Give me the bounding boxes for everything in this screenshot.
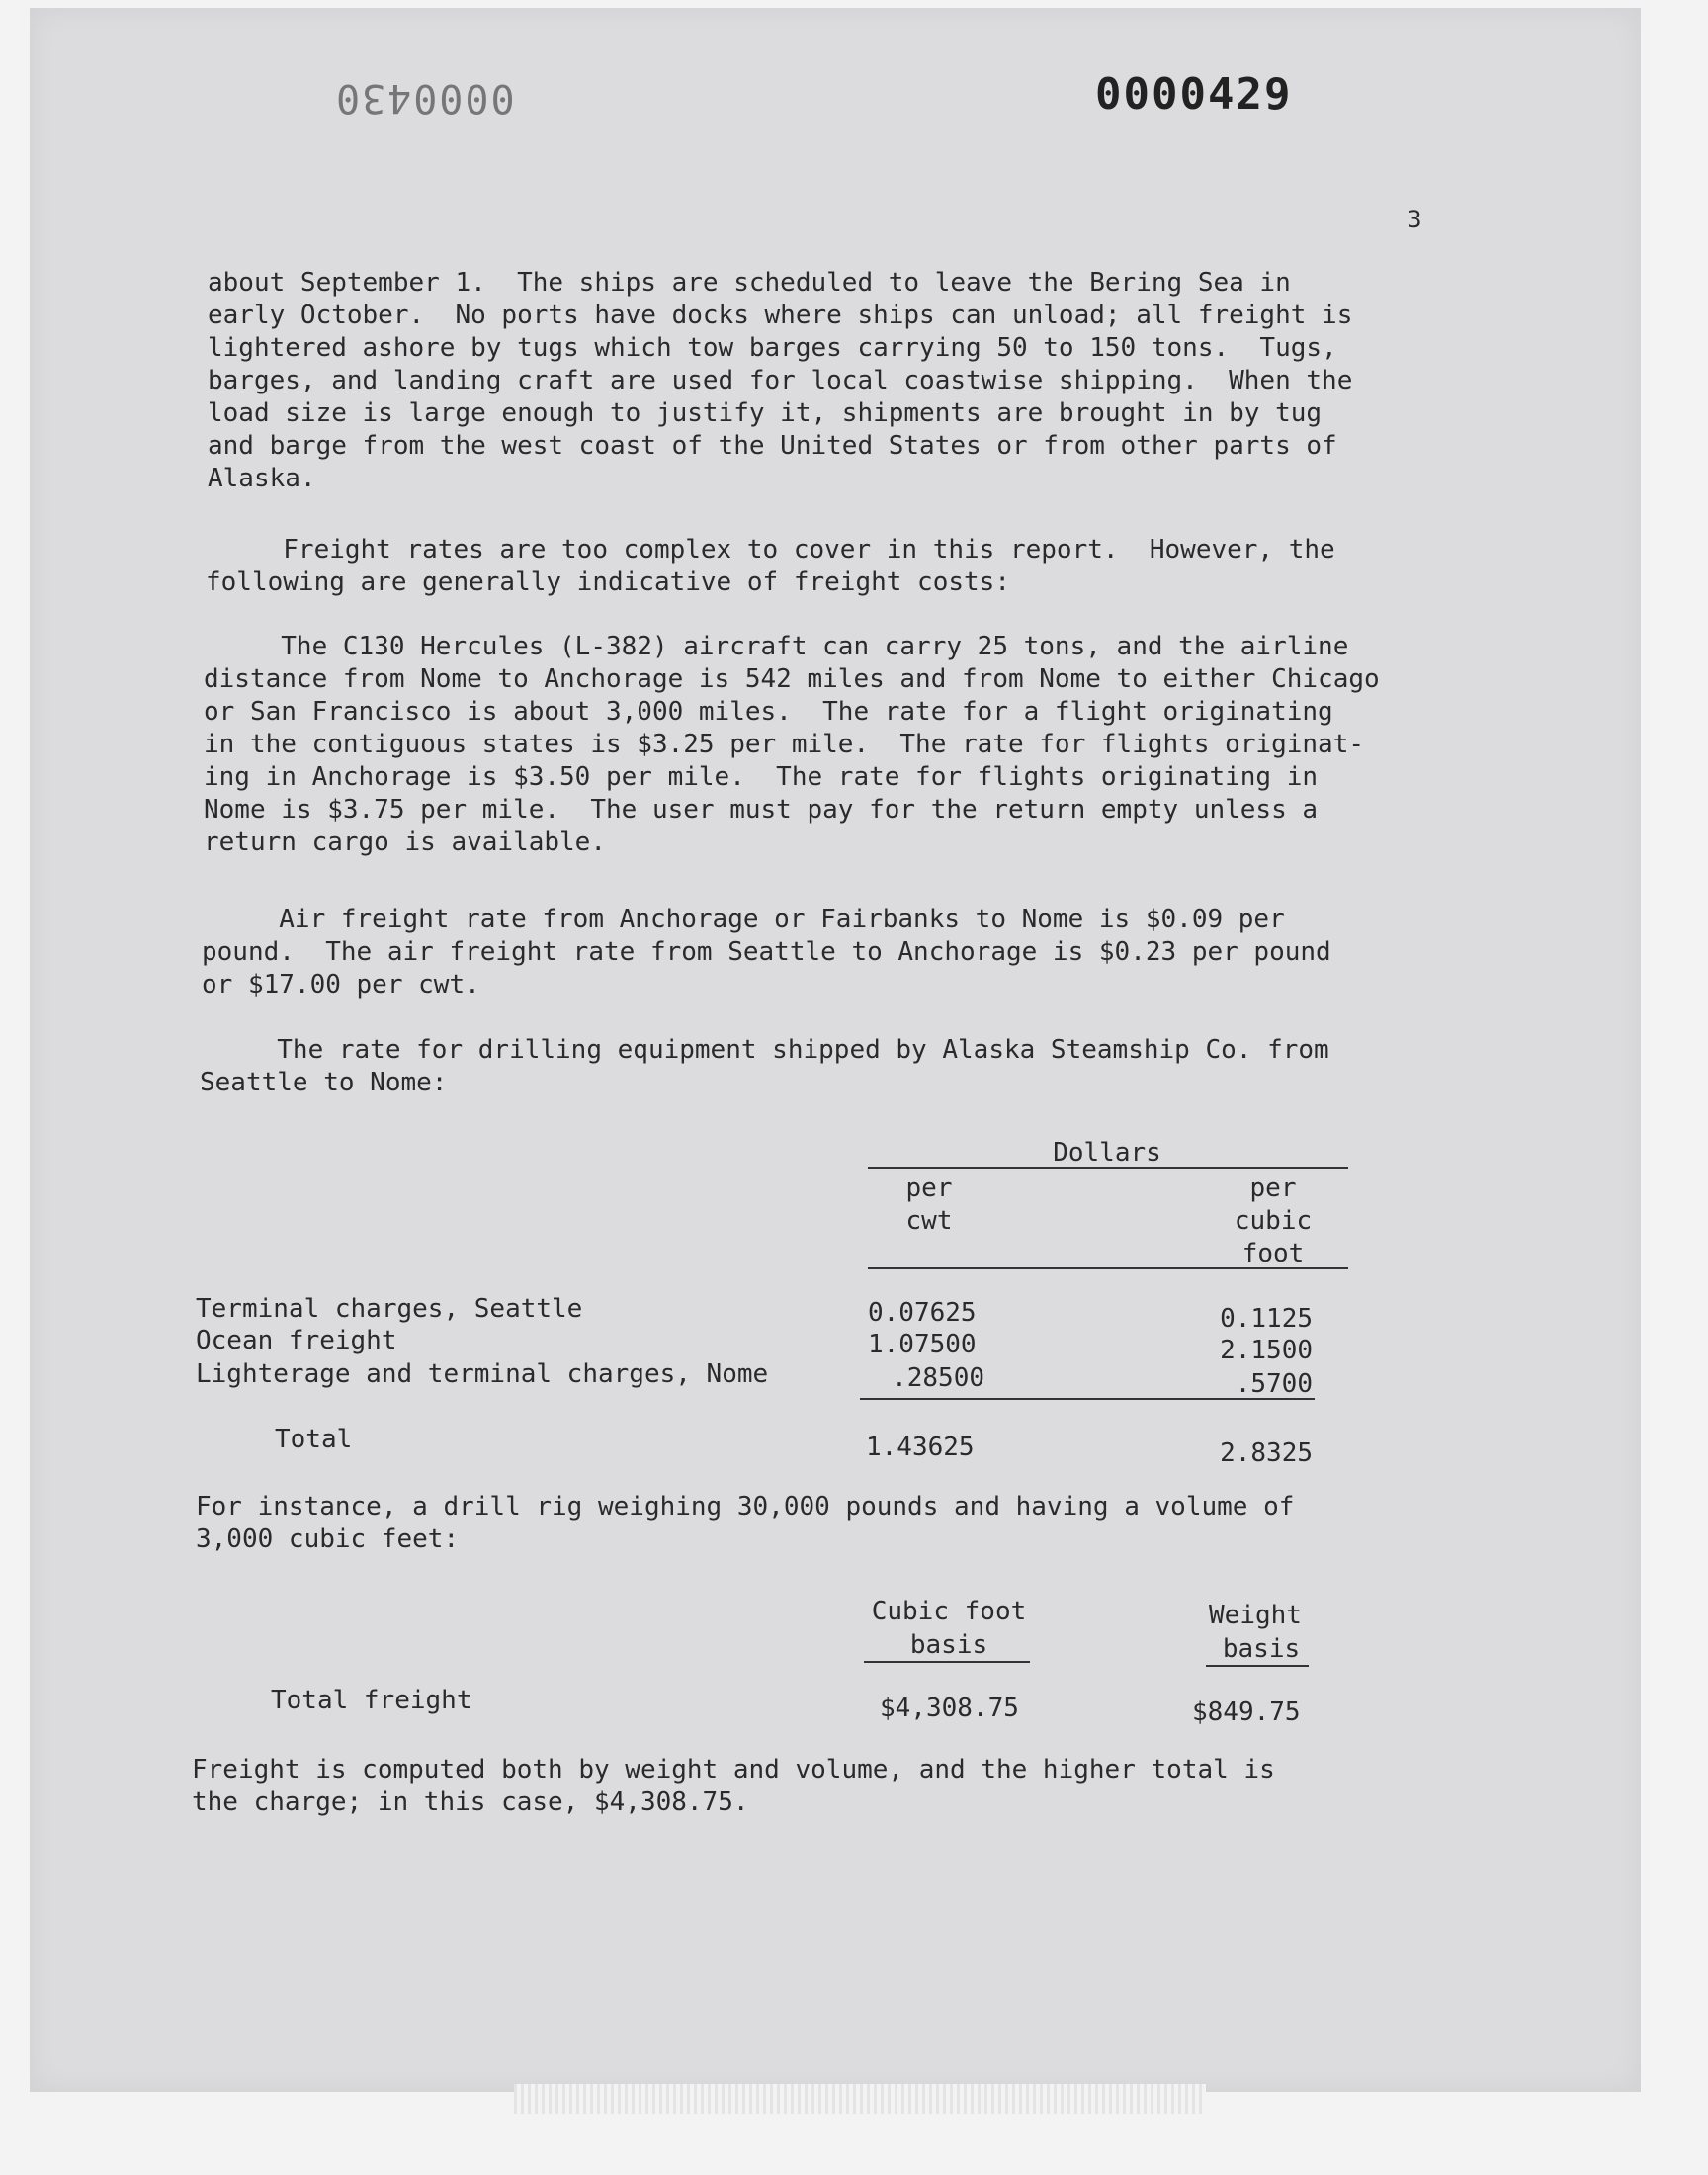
rate-table-row-label: Ocean freight	[196, 1326, 397, 1355]
paragraph-drilling-equipment-rate: The rate for drilling equipment shipped by Alaska Steamship Co. from Seattle to Nome:	[200, 1035, 1329, 1097]
rate-table-total-cwt: 1.43625	[866, 1433, 975, 1462]
paragraph-drill-rig-example: For instance, a drill rig weighing 30,000 pounds and having a volume of 3,000 cubic feet:	[196, 1492, 1295, 1554]
rate-table-row-cubic: 2.1500	[1220, 1336, 1313, 1365]
rate-table-total-label: Total	[275, 1425, 353, 1454]
freight-table-col-header-weight-line2: basis	[1222, 1634, 1301, 1664]
rate-table-col-header-cwt: per cwt	[905, 1174, 953, 1236]
rate-table-row-label: Lighterage and terminal charges, Nome	[196, 1359, 769, 1389]
rate-table-col-header-cubic-foot: per cubic foot	[1234, 1174, 1313, 1268]
freight-table-cubic-foot-value: $4,308.75	[880, 1694, 1019, 1723]
paragraph-shipping-schedule: about September 1. The ships are scheduled to leave the Bering Sea in early October. No ports have docks where ships can unload; all freight is lightered ashore by tugs which tow barges carrying 50 to 150 tons. Tugs, barges, and landing craft are used for local coastwise shipping. When the load size is large enough to justify it, shipments are brought in by tug and barge from the west coast of the United States or from other parts of Alaska.	[208, 268, 1353, 493]
rate-table-row-cwt: 1.07500	[868, 1330, 977, 1359]
paragraph-aircraft-rates: The C130 Hercules (L-382) aircraft can carry 25 tons, and the airline distance from Nome to Anchorage is 542 miles and from Nome to either Chicago or San Francisco is about 3,000 miles. The rate for a flight originating in the contiguous states is $3.25 per mile. The rate for flights originat- ing in Anchorage is $3.50 per mile. The rate for flights originating in Nome is $3.75 per mile. The user must pay for the return empty unless a return cargo is available.	[204, 632, 1380, 857]
page-number: 3	[1408, 206, 1422, 233]
scan-edge-artifact	[514, 2084, 1206, 2114]
freight-table-col2-rule	[1206, 1665, 1309, 1667]
rate-table-row-cubic: .5700	[1235, 1369, 1313, 1399]
rate-table-total-cubic: 2.8325	[1220, 1438, 1313, 1468]
document-stamp-left: 0000430	[334, 75, 515, 121]
paragraph-freight-rates-intro: Freight rates are too complex to cover in this report. However, the following are generally indicative of freight costs:	[206, 535, 1335, 597]
freight-table-col-header-cubic-foot-line2: basis	[909, 1630, 988, 1660]
freight-table-row-label: Total freight	[271, 1686, 472, 1715]
rate-table-row-cubic: 0.1125	[1220, 1304, 1313, 1334]
freight-table-col-header-cubic-foot-line1: Cubic foot	[871, 1597, 1027, 1626]
document-stamp-right: 0000429	[1095, 69, 1293, 120]
freight-table-col1-rule	[864, 1661, 1030, 1663]
rate-table-row-cwt: .28500	[892, 1363, 984, 1393]
rate-table-total-rule	[860, 1398, 1315, 1400]
rate-table-group-header: Dollars	[1053, 1138, 1161, 1168]
rate-table-row-label: Terminal charges, Seattle	[196, 1294, 583, 1324]
freight-table-col-header-weight-line1: Weight	[1209, 1601, 1302, 1630]
paragraph-air-freight-rates: Air freight rate from Anchorage or Fairbanks to Nome is $0.09 per pound. The air freight rate from Seattle to Anchorage is $0.23 per pound or $17.00 per cwt.	[202, 905, 1331, 1000]
rate-table-row-cwt: 0.07625	[868, 1298, 977, 1328]
rate-table-header-rule	[868, 1267, 1348, 1269]
paragraph-freight-computation: Freight is computed both by weight and volume, and the higher total is the charge; in this case, $4,308.75.	[192, 1755, 1275, 1817]
freight-table-weight-value: $849.75	[1192, 1697, 1301, 1727]
